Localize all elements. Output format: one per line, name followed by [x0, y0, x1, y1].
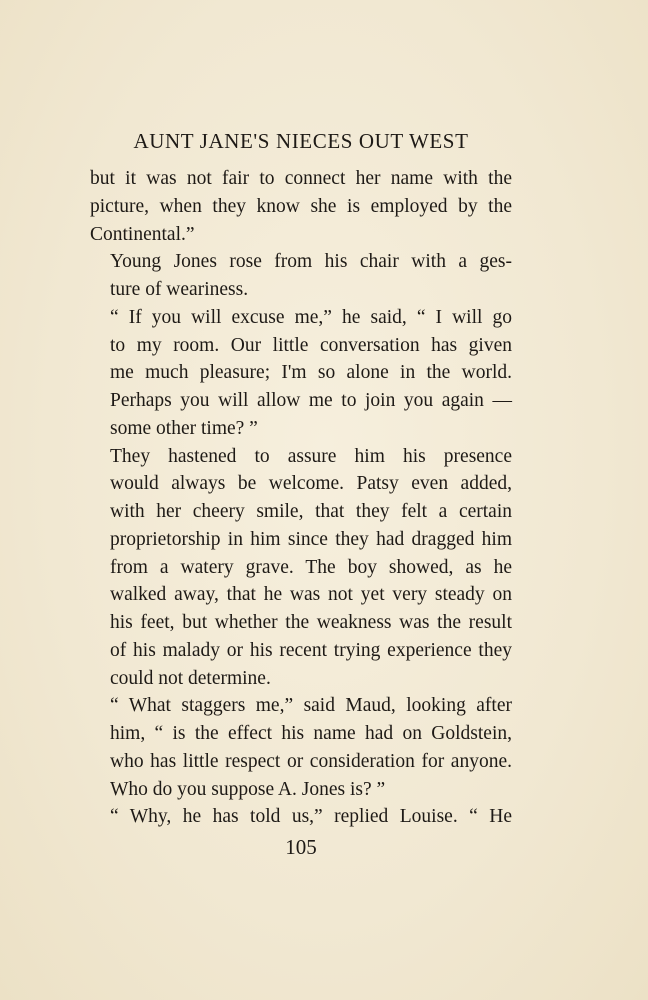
body-text [90, 165, 512, 831]
text-line: to my room. Our little conversation has given [110, 334, 512, 356]
text-line: him, “ is the effect his name had on Goldstein, [110, 723, 512, 744]
text-line: with her cheery smile, that they felt a certain [110, 501, 512, 522]
paragraph-5 [90, 692, 512, 803]
text-line: who has little respect or consideration for anyone. [110, 750, 512, 772]
paragraph-3 [90, 304, 512, 443]
text-line: ture of weariness. [110, 279, 249, 300]
text-line: “ If you will excuse me,” he said, “ I will go [110, 306, 512, 328]
text-line: would always be welcome. Patsy even added, [110, 473, 512, 495]
text-line: “ Why, he has told us,” replied Louise. “ He [110, 806, 512, 828]
text-line: some other time? ” [110, 417, 258, 439]
text-line: Young Jones rose from his chair with a ges- [110, 251, 512, 273]
text-line: from a watery grave. The boy showed, as he [110, 556, 512, 578]
text-line: walked away, that he was not yet very steady on [110, 584, 512, 606]
text-line: Perhaps you will allow me to join you again — [110, 390, 512, 411]
page-number: 105 [285, 835, 317, 859]
text-line: picture, when they know she is employed by the [90, 195, 512, 217]
text-line: but it was not fair to connect her name with the [90, 168, 512, 189]
text-line: They hastened to assure him his presence [110, 445, 512, 467]
running-head: AUNT JANE'S NIECES OUT WEST [133, 129, 469, 153]
paragraph-6 [90, 803, 512, 831]
paragraph-2 [90, 248, 512, 304]
text-line: his feet, but whether the weakness was the result [110, 612, 512, 633]
paragraph-1 [90, 165, 512, 248]
text-line: proprietorship in him since they had dragged him [110, 528, 512, 550]
text-line: could not determine. [110, 667, 271, 689]
text-line: of his malady or his recent trying experience they [110, 639, 512, 661]
text-line: Who do you suppose A. Jones is? ” [110, 778, 386, 800]
text-line: me much pleasure; I'm so alone in the world. [110, 362, 512, 384]
paragraph-4 [90, 443, 512, 693]
text-line: Continental.” [90, 223, 195, 245]
text-line: “ What staggers me,” said Maud, looking after [110, 695, 512, 717]
